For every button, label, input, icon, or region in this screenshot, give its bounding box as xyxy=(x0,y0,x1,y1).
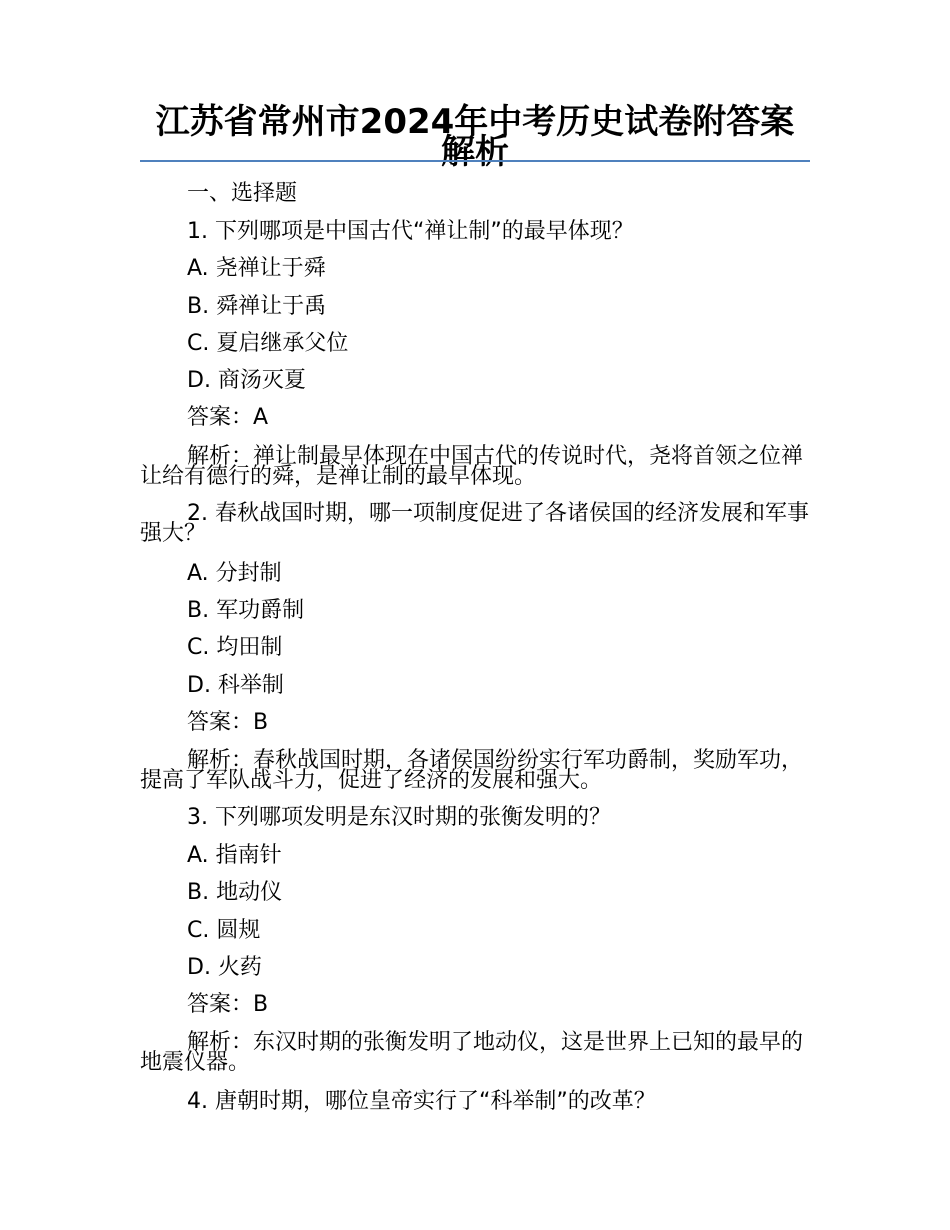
question-3-explanation: 解析：东汉时期的张衡发明了地动仪，这是世界上已知的最早的地震仪器。 xyxy=(140,1030,804,1075)
question-1-answer: 答案：A xyxy=(187,405,269,430)
question-2-stem: 2. 春秋战国时期，哪一项制度促进了各诸侯国的经济发展和军事强大？ xyxy=(140,501,809,546)
question-1-explanation: 解析：禅让制最早体现在中国古代的传说时代，尧将首领之位禅让给有德行的舜，是禅让制的最早体现。 xyxy=(140,444,804,489)
question-3-option-d: D. 火药 xyxy=(187,955,262,980)
question-1-option-a: A. 尧禅让于舜 xyxy=(187,256,326,281)
question-1-stem: 1. 下列哪项是中国古代“禅让制”的最早体现？ xyxy=(187,219,634,244)
title-underline xyxy=(140,160,810,162)
question-3-answer: 答案：B xyxy=(187,992,269,1017)
question-2-option-a: A. 分封制 xyxy=(187,561,282,586)
question-3-option-a: A. 指南针 xyxy=(187,843,282,868)
section-heading: 一、选择题 xyxy=(187,181,298,206)
question-3-stem: 3. 下列哪项发明是东汉时期的张衡发明的？ xyxy=(187,805,611,830)
question-3-option-c: C. 圆规 xyxy=(187,918,261,943)
question-2-answer: 答案：B xyxy=(187,710,269,735)
question-1-option-d: D. 商汤灭夏 xyxy=(187,368,306,393)
question-1-option-b: B. 舜禅让于禹 xyxy=(187,294,327,319)
question-1-option-c: C. 夏启继承父位 xyxy=(187,331,349,356)
question-2-option-c: C. 均田制 xyxy=(187,635,283,660)
document-title: 江苏省常州市2024年中考历史试卷附答案解析 xyxy=(155,102,795,172)
question-2-option-d: D. 科举制 xyxy=(187,673,284,698)
question-4-stem: 4. 唐朝时期，哪位皇帝实行了“科举制”的改革？ xyxy=(187,1089,656,1114)
question-3-option-b: B. 地动仪 xyxy=(187,880,283,905)
question-2-option-b: B. 军功爵制 xyxy=(187,598,305,623)
question-2-explanation: 解析：春秋战国时期，各诸侯国纷纷实行军功爵制，奖励军功，提高了军队战斗力，促进了经济的发展和强大。 xyxy=(140,748,804,793)
